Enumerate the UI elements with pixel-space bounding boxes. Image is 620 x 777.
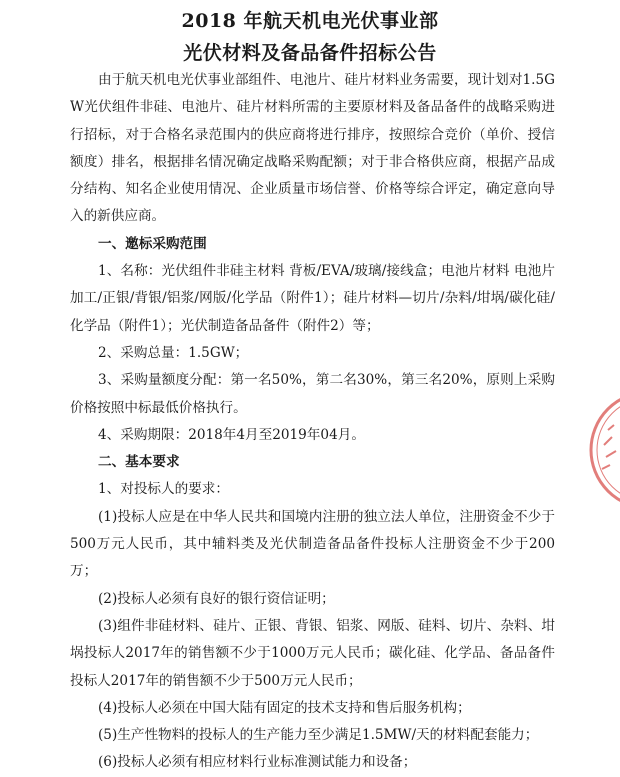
requirement-item: (5)生产性物料的投标人的生产能力至少满足1.5MW/天的材料配套能力； xyxy=(98,727,539,744)
scope-item-allocation: 3、采购量额度分配：第一名50%，第二名30%，第三名20%，原则上采购价格按照中标最低价格执行。 xyxy=(70,372,555,416)
scope-item-name: 1、名称：光伏组件非硅主材料 背板/EVA/玻璃/接线盒；电池片材料 电池片加工/正银/背银/铝浆/网版/化学品（附件1）；硅片材料—切片/杂料/坩埚/碳化硅/化学品（附件1）；光伏制造备品备件（附件2）等； xyxy=(70,263,555,334)
scope-item-total: 2、采购总量：1.5GW； xyxy=(98,344,249,361)
requirements-subheading: 1、对投标人的要求： xyxy=(98,481,229,498)
requirement-item: (2)投标人必须有良好的银行资信证明； xyxy=(98,590,335,607)
scope-item-period: 4、采购期限：2018年4月至2019年04月。 xyxy=(98,426,365,443)
document-body xyxy=(70,67,555,777)
intro-paragraph: 由于航天机电光伏事业部组件、电池片、硅片材料业务需要，现计划对1.5GW光伏组件非硅、电池片、硅片材料所需的主要原材料及备品备件的战略采购进行招标，对于合格名录范围内的供应商将进行排序，按照综合竞价（单价、授信额度）排名，根据排名情况确定战略采购配额；对于非合格供应商，根据产品成分结构、知名企业使用情况、企业质量市场信誉、价格等综合评定，确定意向导入的新供应商。 xyxy=(70,72,555,225)
requirement-item: (3)组件非硅材料、硅片、正银、背银、铝浆、网版、硅料、切片、杂料、坩埚投标人2017年的销售额不少于1000万元人民币；碳化硅、化学品、备品备件投标人2017年的销售额不少于500万元人民币； xyxy=(70,617,555,689)
requirement-item: (4)投标人必须在中国大陆有固定的技术支持和售后服务机构； xyxy=(98,699,471,716)
requirement-item: (6)投标人必须有相应材料行业标准测试能力和设备； xyxy=(98,754,417,771)
section-heading-scope: 一、邀标采购范围 xyxy=(98,235,207,252)
official-seal-stamp xyxy=(584,385,620,515)
document-title-line2: 光伏材料及备品备件招标公告 xyxy=(183,42,437,64)
requirement-item: (1)投标人应是在中华人民共和国境内注册的独立法人单位，注册资金不少于500万元人民币，其中辅料类及光伏制造备品备件投标人注册资金不少于200万； xyxy=(70,508,555,580)
section-heading-requirements: 二、基本要求 xyxy=(98,454,180,471)
document-title-line1: 2018 年航天机电光伏事业部 xyxy=(181,10,439,32)
